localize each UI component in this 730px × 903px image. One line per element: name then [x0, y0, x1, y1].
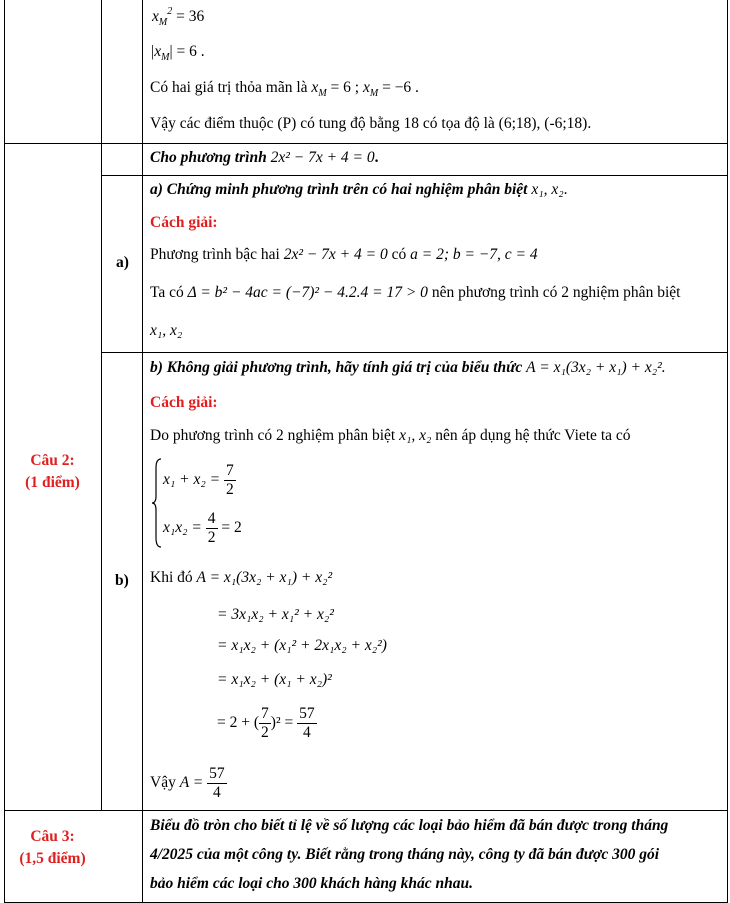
row-divider-3: [101, 352, 728, 353]
row-divider-2: [101, 175, 728, 176]
conclusion-points: Vậy các điểm thuộc (P) có tung độ bằng 18 có tọa độ là (6;18), (-6;18).: [150, 115, 592, 132]
question-2-label: Câu 2: (1 điểm): [25, 452, 80, 491]
step-3: = x₁x₂ + (x₁ + x₂)²: [217, 671, 332, 688]
part-a-line1: Phương trình bậc hai 2x² − 7x + 4 = 0 có a = 2; b = −7, c = 4: [150, 246, 538, 263]
row-divider-4: [4, 810, 728, 811]
vieta-sum: x₁ + x₂ = $\frac{7}{2}$: [163, 462, 234, 498]
part-a-line3: x₁, x₂: [150, 322, 183, 339]
final-answer: Vậy A = $\frac{57}{4}$: [150, 765, 225, 801]
question-2-prompt: Cho phương trình 2x² − 7x + 4 = 0.: [150, 149, 379, 166]
part-a-label: a): [116, 254, 129, 271]
part-a-line2: Ta có Δ = b² − 4ac = (−7)² − 4.2.4 = 17 > 0 nên phương trình có 2 nghiệm phân biệt: [150, 284, 681, 301]
row-divider-1: [4, 143, 728, 144]
question-3-line3: bảo hiểm các loại cho 300 khách hàng khác nhau.: [150, 875, 473, 892]
step-2: = x₁x₂ + (x₁² + 2x₁x₂ + x₂²): [217, 637, 387, 654]
step-4: = 2 + ( $\frac{7}{2}$ )² = $\frac{57}{4}$: [217, 705, 315, 741]
table-border-right: [727, 0, 728, 903]
eq-xm-squared: $x_M^2 = 36$: [152, 6, 205, 28]
table-divider-col2: [142, 0, 143, 903]
part-b-method-heading: Cách giải:: [150, 394, 218, 411]
table-divider-col1: [101, 0, 102, 811]
part-a-method-heading: Cách giải:: [150, 214, 218, 231]
step-1: = 3x₁x₂ + x₁² + x₂²: [217, 606, 334, 623]
question-3-line1: Biểu đồ tròn cho biết tỉ lệ về số lượng các loại bảo hiểm đã bán được trong tháng: [150, 817, 669, 834]
part-b-label: b): [115, 572, 129, 589]
system-brace: [152, 458, 162, 548]
two-values-text: Có hai giá trị thỏa mãn là $x_M = 6$ ; $x_M = -6$ .: [150, 79, 419, 99]
khi-do-line: Khi đó A = x₁(3x₂ + x₁) + x₂²: [150, 569, 333, 586]
eq-abs-xm: $|x_M| = 6$ .: [150, 43, 205, 63]
question-3-label: Câu 3: (1,5 điểm): [19, 828, 86, 867]
part-b-line1: Do phương trình có 2 nghiệm phân biệt x₁, x₂ nên áp dụng hệ thức Viete ta có: [150, 427, 631, 444]
vieta-product: x₁x₂ = $\frac{4}{2}$ = 2: [163, 510, 242, 546]
question-3-line2: 4/2025 của một công ty. Biết rằng trong tháng này, công ty đã bán được 300 gói: [150, 846, 660, 863]
part-b-title: b) Không giải phương trình, hãy tính giá trị của biểu thức A = x₁(3x₂ + x₁) + x₂².: [150, 359, 666, 376]
part-a-title: a) Chứng minh phương trình trên có hai nghiệm phân biệt x₁, x₂.: [150, 181, 568, 198]
